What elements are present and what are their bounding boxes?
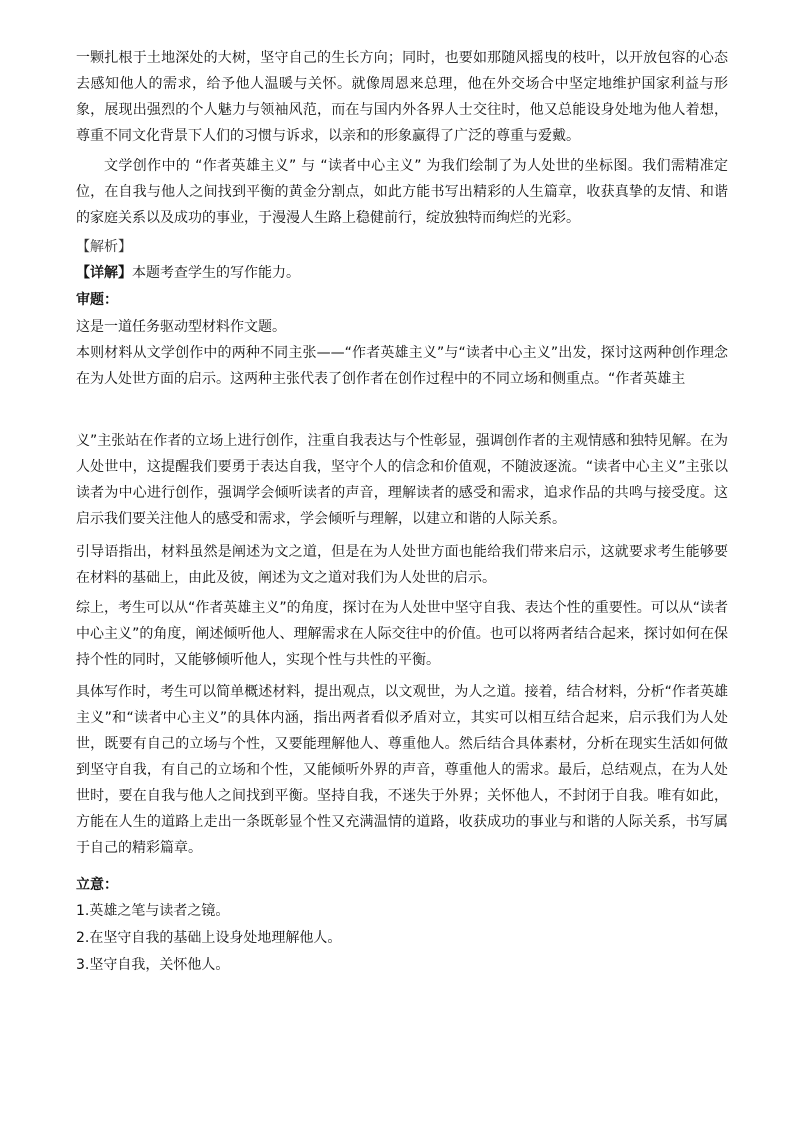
detail-text: 本题考查学生的写作能力。: [132, 265, 300, 281]
liyi-item-3: 3.坚守自我，关怀他人。: [76, 957, 230, 973]
shenti-paragraph-2a: 本则材料从文学创作中的两种不同主张——“作者英雄主义”与“读者中心主义”出发，探讨这两种创作理念在为人处世方面的启示。这两种主张代表了创作者在创作过程中的不同立场和侧重点。“作者英雄主: [76, 345, 728, 387]
shenti-paragraph-2b: 义”主张站在作者的立场上进行创作，注重自我表达与个性彰显，强调创作者的主观情感和独特见解。在为人处世中，这提醒我们要勇于表达自我，坚守个人的信念和价值观，不随波逐流。“读者中心主义”主张以读者为中心进行创作，强调学会倾听读者的声音，理解读者的感受和需求，追求作品的共鸣与接受度。这启示我们要关注他人的感受和需求，学会倾听与理解，以建立和谐的人际关系。: [76, 433, 728, 527]
essay-paragraph-2: 文学创作中的 “作者英雄主义” 与 “读者中心主义” 为我们绘制了为人处世的坐标图。我们需精准定位，在自我与他人之间找到平衡的黄金分割点，如此方能书写出精彩的人生篇章，收获真挚的友情、和谐的家庭关系以及成功的事业，于漫漫人生路上稳健前行，绽放独特而绚烂的光彩。: [76, 158, 728, 226]
shenti-paragraph-5: 具体写作时，考生可以简单概述材料，提出观点，以文观世，为人之道。接着，结合材料，分析“作者英雄主义”和“读者中心主义”的具体内涵，指出两者看似矛盾对立，其实可以相互结合起来，启示我们为人处世，既要有自己的立场与个性，又要能理解他人、尊重他人。然后结合具体素材，分析在现实生活如何做到坚守自我，有自己的立场和个性，又能倾听外界的声音，尊重他人的需求。最后，总结观点，在为人处世时，要在自我与他人之间找到平衡。坚持自我，不迷失于外界；关怀他人，不封闭于自我。唯有如此，方能在人生的道路上走出一条既彰显个性又充满温情的道路，收获成功的事业与和谐的人际关系，书写属于自己的精彩篇章。: [76, 684, 728, 856]
shenti-paragraph-1: 这是一道任务驱动型材料作文题。: [76, 319, 286, 335]
shenti-paragraph-3: 引导语指出，材料虽然是阐述为文之道，但是在为人处世方面也能给我们带来启示，这就要求考生能够要在材料的基础上，由此及彼，阐述为文之道对我们为人处世的启示。: [76, 544, 728, 586]
liyi-heading: 立意：: [76, 877, 118, 893]
detail-line: [76, 260, 728, 286]
liyi-item-2: 2.在坚守自我的基础上设身处地理解他人。: [76, 930, 342, 946]
shenti-paragraph-4: 综上，考生可以从“作者英雄主义”的角度，探讨在为人处世中坚守自我、表达个性的重要性。可以从“读者中心主义”的角度，阐述倾听他人、理解需求在人际交往中的价值。也可以将两者结合起来，探讨如何在保持个性的同时，又能够倾听他人，实现个性与共性的平衡。: [76, 600, 728, 668]
essay-paragraph-1: 一颗扎根于土地深处的大树，坚守自己的生长方向；同时，也要如那随风摇曳的枝叶，以开放包容的心态去感知他人的需求，给予他人温暖与关怀。就像周恩来总理，他在外交场合中坚定地维护国家利益与形象，展现出强烈的个人魅力与领袖风范，而在与国内外各界人士交往时，他又总能设身处地为他人着想，尊重不同文化背景下人们的习惯与诉求，以亲和的形象赢得了广泛的尊重与爱戴。: [76, 50, 728, 144]
detail-label: 【详解】: [76, 265, 132, 281]
analysis-label: 【解析】: [76, 239, 132, 255]
shenti-heading: 审题：: [76, 292, 118, 308]
liyi-item-1: 1.英雄之笔与读者之镜。: [76, 903, 230, 919]
